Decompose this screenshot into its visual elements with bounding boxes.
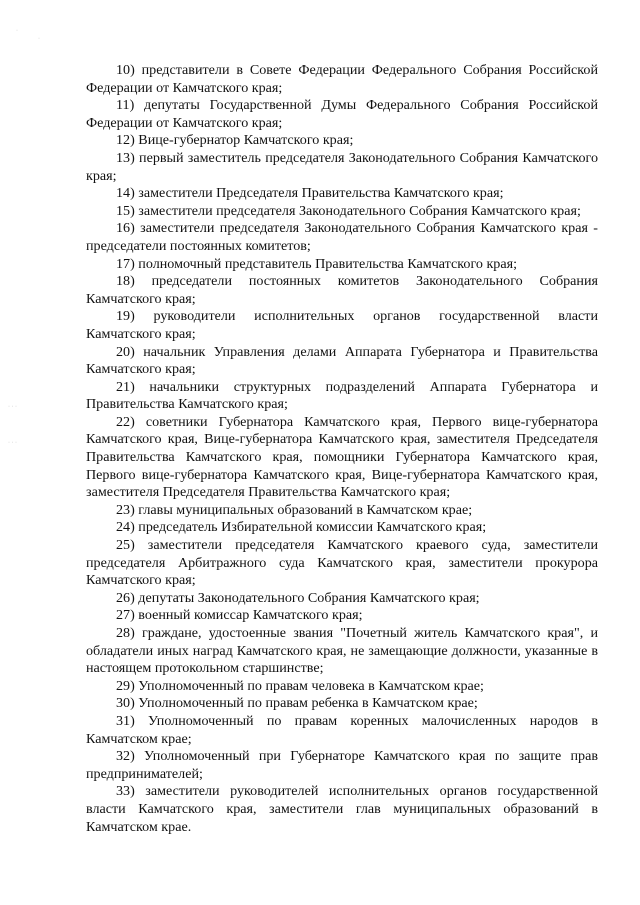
list-item: 31) Уполномоченный по правам коренных малочисленных народов в Камчатском крае; [86, 712, 598, 747]
list-item: 21) начальники структурных подразделений Аппарата Губернатора и Правительства Камчатского края; [86, 378, 598, 413]
list-item: 33) заместители руководителей исполнительных органов государственной власти Камчатского края, заместители глав муниципальных образований в Камчатском крае. [86, 783, 598, 835]
list-item: 22) советники Губернатора Камчатского края, Первого вице-губернатора Камчатского края, Вице-губернатора Камчатского края, заместителя Председателя Правительства Камчатского края, помощники Губернатора Камчатского края, Первого вице-губернатора Камчатского края, Вице-губернатора Камчатского края, заместителя Председателя Правительства Камчатского края; [86, 413, 598, 501]
list-item: 32) Уполномоченный при Губернаторе Камчатского края по защите прав предпринимателей; [86, 748, 598, 782]
list-item: 12) Вице-губернатор Камчатского края; [116, 132, 354, 149]
scan-speck: · [38, 36, 40, 42]
list-item: 18) председатели постоянных комитетов Законодательного Собрания Камчатского края; [86, 273, 598, 307]
protocol-seniority-list [86, 62, 598, 836]
list-item: 17) полномочный представитель Правительства Камчатского края; [116, 255, 517, 272]
scan-speck: · · · [8, 404, 17, 410]
list-item: 14) заместители Председателя Правительства Камчатского края; [116, 185, 504, 202]
scan-speck: · · · [8, 440, 17, 446]
scan-speck: · [16, 28, 18, 34]
list-item: 24) председатель Избирательной комиссии Камчатского края; [116, 519, 487, 536]
list-item: 10) представители в Совете Федерации Федерального Собрания Российской Федерации от Камчатского края; [86, 62, 598, 96]
list-item: 23) главы муниципальных образований в Камчатском крае; [116, 501, 473, 518]
list-item: 15) заместители председателя Законодательного Собрания Камчатского края; [116, 202, 581, 219]
list-item: 20) начальник Управления делами Аппарата Губернатора и Правительства Камчатского края; [86, 343, 598, 378]
list-item: 16) заместители председателя Законодательного Собрания Камчатского края - председатели постоянных комитетов; [86, 220, 598, 254]
list-item: 25) заместители председателя Камчатского краевого суда, заместители председателя Арбитражного суда Камчатского края, заместители прокурора Камчатского края; [86, 537, 598, 589]
list-item: 26) депутаты Законодательного Собрания Камчатского края; [116, 589, 480, 606]
list-item: 29) Уполномоченный по правам человека в Камчатском крае; [116, 677, 484, 694]
list-item: 30) Уполномоченный по правам ребенка в Камчатском крае; [116, 695, 478, 712]
list-item: 13) первый заместитель председателя Законодательного Собрания Камчатского края; [86, 149, 598, 184]
list-item: 11) депутаты Государственной Думы Федерального Собрания Российской Федерации от Камчатского края; [86, 97, 598, 131]
list-item: 27) военный комиссар Камчатского края; [116, 607, 363, 624]
list-item: 19) руководители исполнительных органов государственной власти Камчатского края; [86, 308, 598, 342]
list-item: 28) граждане, удостоенные звания "Почетный житель Камчатского края", и обладатели иных наград Камчатского края, не замещающие должности, указанные в настоящем протокольном старшинстве; [86, 625, 598, 677]
